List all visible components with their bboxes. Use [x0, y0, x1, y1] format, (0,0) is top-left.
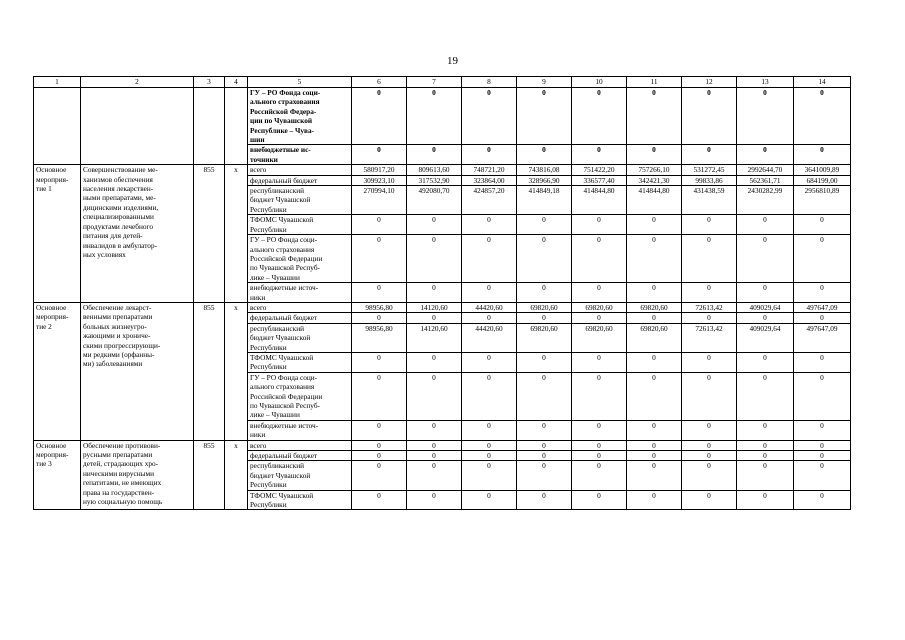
text-line: ального страхования	[250, 97, 320, 107]
continuation-row	[34, 88, 851, 145]
value-cell: 98956,80	[352, 302, 407, 312]
value-cell: 0	[407, 440, 462, 450]
table-body	[34, 77, 851, 510]
value-cell: 0	[517, 215, 572, 235]
measure-name	[34, 165, 81, 303]
column-number: 7	[407, 77, 462, 88]
value-cell: 0	[517, 352, 572, 372]
column-number: 11	[627, 77, 682, 88]
value-cell: 414844,80	[572, 186, 627, 215]
text-line: лике – Чувашии	[250, 410, 300, 420]
value-cell: 809613,60	[407, 165, 462, 175]
funding-source	[248, 302, 352, 312]
value-cell: 0	[627, 372, 682, 420]
funding-source	[248, 461, 352, 490]
table-row	[34, 440, 851, 450]
empty-cell	[194, 88, 225, 165]
value-cell: 0	[737, 420, 794, 440]
text-line: внебюджетные источ-	[250, 420, 319, 430]
value-cell: 0	[572, 490, 627, 510]
value-cell: 0	[407, 313, 462, 323]
text-line: тие 3	[36, 459, 52, 469]
text-line: ники	[250, 430, 266, 440]
section-code: x	[225, 302, 248, 440]
text-line: ную социальную помощь	[83, 497, 163, 507]
value-cell: 0	[737, 372, 794, 420]
value-cell: 0	[572, 372, 627, 420]
section-code: x	[225, 440, 248, 510]
text-line: Республики	[250, 362, 287, 372]
value-cell: 0	[627, 490, 682, 510]
value-cell: 0	[352, 490, 407, 510]
value-cell: 0	[627, 440, 682, 450]
value-cell: 0	[352, 461, 407, 490]
value-cell: 757266,10	[627, 165, 682, 175]
value-cell: 270994,10	[352, 186, 407, 215]
value-cell: 0	[572, 420, 627, 440]
text-line: республиканский	[250, 186, 305, 196]
value-cell: 0	[572, 352, 627, 372]
text-line: ции по Чувашской	[250, 116, 313, 126]
column-number: 14	[794, 77, 851, 88]
value-cell: 0	[407, 490, 462, 510]
value-cell: 0	[462, 420, 517, 440]
value-cell: 3641009,89	[794, 165, 851, 175]
text-line: по Чувашской Респуб-	[250, 401, 320, 410]
text-line: бюджет Чувашской	[250, 195, 311, 205]
value-cell: 0	[572, 461, 627, 490]
value-cell: 98956,80	[352, 323, 407, 352]
text-line: русными препаратами	[83, 450, 153, 460]
text-line: Республики	[250, 224, 287, 234]
funding-source	[248, 186, 352, 215]
text-line: населения лекарствен-	[83, 184, 154, 194]
funding-source	[248, 175, 352, 185]
measure-description	[81, 302, 194, 440]
value-cell: 0	[462, 440, 517, 450]
value-cell: 0	[462, 283, 517, 303]
value-cell: 414849,18	[517, 186, 572, 215]
text-line: Республике – Чува-	[250, 125, 315, 135]
value-cell: 414844,80	[627, 186, 682, 215]
value-cell: 0	[572, 88, 627, 145]
value-cell: 0	[352, 283, 407, 303]
text-line: мероприя-	[36, 450, 69, 460]
value-cell: 69820,60	[572, 323, 627, 352]
value-cell: 0	[462, 88, 517, 145]
value-cell: 0	[517, 440, 572, 450]
header-row	[34, 77, 851, 88]
value-cell: 0	[794, 461, 851, 490]
text-line: ГУ – РО Фонда соци-	[250, 372, 318, 382]
value-cell: 0	[462, 451, 517, 461]
text-line: ными препаратами, ме-	[83, 193, 156, 203]
text-line: ГУ – РО Фонда соци-	[250, 88, 321, 97]
value-cell: 0	[517, 451, 572, 461]
column-number: 13	[737, 77, 794, 88]
text-line: ального страхования	[250, 244, 315, 254]
value-cell: 0	[572, 440, 627, 450]
text-line: федеральный бюджет	[250, 451, 318, 461]
value-cell: 0	[352, 451, 407, 461]
value-cell: 0	[737, 215, 794, 235]
text-line: тие 2	[36, 321, 52, 331]
funding-source	[248, 165, 352, 175]
value-cell: 0	[572, 451, 627, 461]
value-cell: 99833,86	[682, 175, 737, 185]
value-cell: 0	[462, 235, 517, 283]
value-cell: 0	[682, 420, 737, 440]
text-line: специализированными	[83, 212, 154, 222]
value-cell: 0	[352, 235, 407, 283]
value-cell: 14120,60	[407, 302, 462, 312]
text-line: ми редкими (орфанны-	[83, 349, 155, 359]
value-cell: 0	[794, 420, 851, 440]
value-cell: 0	[682, 352, 737, 372]
budget-table	[33, 76, 851, 510]
text-line: питания для детей-	[83, 231, 143, 241]
text-line: бюджет Чувашской	[250, 470, 311, 480]
value-cell: 497647,09	[794, 302, 851, 312]
value-cell: 0	[407, 451, 462, 461]
value-cell: 0	[794, 372, 851, 420]
text-line: ального страхования	[250, 382, 315, 392]
value-cell: 0	[462, 372, 517, 420]
text-line: всего	[250, 165, 267, 175]
value-cell: 0	[517, 372, 572, 420]
ministry-code: 855	[194, 302, 225, 440]
funding-source	[248, 215, 352, 235]
text-line: по Чувашской Респуб-	[250, 263, 320, 273]
value-cell: 748721,20	[462, 165, 517, 175]
value-cell: 424857,20	[462, 186, 517, 215]
text-line: ми) заболеваниями	[83, 359, 143, 369]
column-number: 1	[34, 77, 81, 88]
value-cell: 72613,42	[682, 302, 737, 312]
value-cell: 0	[682, 451, 737, 461]
empty-cell	[34, 88, 81, 165]
value-cell: 14120,60	[407, 323, 462, 352]
column-number: 8	[462, 77, 517, 88]
value-cell: 0	[627, 313, 682, 323]
value-cell: 0	[407, 145, 462, 165]
text-line: Совершенствование ме-	[83, 165, 158, 175]
text-line: больных жизнеугро-	[83, 321, 147, 331]
value-cell: 44420,60	[462, 323, 517, 352]
table-row	[34, 165, 851, 175]
value-cell: 0	[517, 461, 572, 490]
value-cell: 743816,08	[517, 165, 572, 175]
value-cell: 0	[794, 352, 851, 372]
value-cell: 69820,60	[517, 323, 572, 352]
value-cell: 0	[627, 215, 682, 235]
value-cell: 0	[627, 451, 682, 461]
text-line: ТФОМС Чувашской	[250, 352, 314, 362]
value-cell: 336577,40	[572, 175, 627, 185]
value-cell: 328966,90	[517, 175, 572, 185]
funding-source	[248, 145, 352, 165]
funding-source	[248, 451, 352, 461]
value-cell: 0	[407, 420, 462, 440]
value-cell: 0	[407, 215, 462, 235]
text-line: республиканский	[250, 461, 305, 471]
text-line: Республики	[250, 204, 287, 214]
text-line: ГУ – РО Фонда соци-	[250, 235, 318, 245]
value-cell: 497647,09	[794, 323, 851, 352]
value-cell: 0	[682, 490, 737, 510]
text-line: продуктами лечебного	[83, 221, 153, 231]
funding-source	[248, 88, 352, 145]
text-line: федеральный бюджет	[250, 313, 318, 323]
value-cell: 0	[794, 283, 851, 303]
value-cell: 0	[737, 313, 794, 323]
value-cell: 0	[407, 283, 462, 303]
value-cell: 0	[794, 451, 851, 461]
text-line: венными препаратами	[83, 312, 153, 322]
text-line: всего	[250, 302, 267, 312]
value-cell: 0	[627, 461, 682, 490]
text-line: внебюджетные источ-	[250, 283, 319, 293]
value-cell: 0	[737, 283, 794, 303]
text-line: лике – Чувашии	[250, 272, 300, 282]
funding-source	[248, 420, 352, 440]
value-cell: 309923,10	[352, 175, 407, 185]
value-cell: 69820,60	[572, 302, 627, 312]
value-cell: 0	[517, 420, 572, 440]
value-cell: 0	[682, 215, 737, 235]
value-cell: 0	[352, 88, 407, 145]
value-cell: 0	[407, 372, 462, 420]
value-cell: 0	[682, 440, 737, 450]
value-cell: 431438,59	[682, 186, 737, 215]
value-cell: 0	[627, 145, 682, 165]
value-cell: 342421,30	[627, 175, 682, 185]
value-cell: 0	[794, 145, 851, 165]
text-line: права на государствен-	[83, 487, 155, 497]
value-cell: 72613,42	[682, 323, 737, 352]
text-line: скими прогрессирующи-	[83, 340, 161, 350]
text-line: тие 1	[36, 184, 52, 194]
value-cell: 0	[462, 461, 517, 490]
value-cell: 0	[682, 283, 737, 303]
value-cell: 0	[462, 145, 517, 165]
text-line: республиканский	[250, 323, 305, 333]
text-line: Республики	[250, 342, 287, 352]
value-cell: 751422,20	[572, 165, 627, 175]
value-cell: 69820,60	[517, 302, 572, 312]
value-cell: 317532,90	[407, 175, 462, 185]
value-cell: 69820,60	[627, 302, 682, 312]
value-cell: 0	[352, 215, 407, 235]
value-cell: 0	[352, 440, 407, 450]
column-number: 2	[81, 77, 194, 88]
empty-cell	[81, 88, 194, 165]
value-cell: 0	[794, 490, 851, 510]
value-cell: 531272,45	[682, 165, 737, 175]
value-cell: 0	[352, 372, 407, 420]
measure-name	[34, 302, 81, 440]
text-line: ханизмов обеспечения	[83, 174, 153, 184]
value-cell: 0	[737, 88, 794, 145]
measure-description	[81, 440, 194, 510]
value-cell: 409029,64	[737, 302, 794, 312]
text-line: ТФОМС Чувашской	[250, 215, 314, 225]
funding-source	[248, 372, 352, 420]
value-cell: 0	[682, 461, 737, 490]
text-line: дицинскими изделиями,	[83, 202, 159, 212]
value-cell: 0	[352, 420, 407, 440]
value-cell: 2956810,89	[794, 186, 851, 215]
text-line: Республики	[250, 480, 287, 490]
column-number: 6	[352, 77, 407, 88]
value-cell: 0	[794, 440, 851, 450]
funding-source	[248, 490, 352, 510]
value-cell: 0	[682, 145, 737, 165]
value-cell: 0	[627, 420, 682, 440]
text-line: внебюджетные ис-	[250, 145, 311, 155]
value-cell: 0	[517, 145, 572, 165]
funding-source	[248, 440, 352, 450]
value-cell: 0	[352, 313, 407, 323]
value-cell: 0	[737, 440, 794, 450]
text-line: Основное	[36, 302, 67, 312]
text-line: Основное	[36, 440, 67, 450]
funding-source	[248, 283, 352, 303]
text-line: шии	[250, 135, 265, 145]
column-number: 9	[517, 77, 572, 88]
value-cell: 0	[682, 372, 737, 420]
value-cell: 0	[682, 313, 737, 323]
value-cell: 0	[627, 352, 682, 372]
value-cell: 44420,60	[462, 302, 517, 312]
value-cell: 0	[682, 235, 737, 283]
text-line: Российской Федерации	[250, 253, 323, 263]
value-cell: 0	[737, 490, 794, 510]
text-line: жающими и хрониче-	[83, 331, 151, 341]
value-cell: 0	[407, 352, 462, 372]
text-line: Основное	[36, 165, 67, 175]
value-cell: 0	[462, 313, 517, 323]
value-cell: 323864,00	[462, 175, 517, 185]
page-number: 19	[447, 55, 458, 67]
text-line: Обеспечение лекарст-	[83, 302, 152, 312]
value-cell: 0	[627, 283, 682, 303]
text-line: мероприя-	[36, 174, 69, 184]
value-cell: 0	[517, 313, 572, 323]
value-cell: 0	[572, 215, 627, 235]
value-cell: 0	[794, 313, 851, 323]
section-code: x	[225, 165, 248, 303]
text-line: инвалидов в амбулатор-	[83, 240, 158, 250]
column-number: 10	[572, 77, 627, 88]
value-cell: 0	[407, 235, 462, 283]
value-cell: 0	[572, 283, 627, 303]
funding-source	[248, 323, 352, 352]
value-cell: 0	[627, 88, 682, 145]
text-line: Российской Федера-	[250, 106, 317, 116]
value-cell: 0	[462, 215, 517, 235]
value-cell: 0	[352, 145, 407, 165]
ministry-code: 855	[194, 165, 225, 303]
text-line: Обеспечение противови-	[83, 440, 161, 450]
text-line: бюджет Чувашской	[250, 333, 311, 343]
value-cell: 0	[737, 451, 794, 461]
value-cell: 0	[407, 461, 462, 490]
empty-cell	[225, 88, 248, 165]
text-line: ническими вирусными	[83, 468, 155, 478]
text-line: ники	[250, 292, 266, 302]
text-line: точники	[250, 154, 278, 164]
value-cell: 69820,60	[627, 323, 682, 352]
text-line: мероприя-	[36, 312, 69, 322]
value-cell: 409029,64	[737, 323, 794, 352]
text-line: всего	[250, 440, 267, 450]
value-cell: 0	[572, 235, 627, 283]
value-cell: 2992644,70	[737, 165, 794, 175]
column-number: 4	[225, 77, 248, 88]
funding-source	[248, 235, 352, 283]
text-line: ТФОМС Чувашской	[250, 490, 314, 500]
text-line: Российской Федерации	[250, 391, 323, 401]
value-cell: 2430282,99	[737, 186, 794, 215]
value-cell: 0	[407, 88, 462, 145]
value-cell: 0	[627, 235, 682, 283]
value-cell: 0	[682, 88, 737, 145]
column-number: 5	[248, 77, 352, 88]
value-cell: 0	[572, 313, 627, 323]
value-cell: 0	[517, 490, 572, 510]
value-cell: 0	[737, 235, 794, 283]
funding-source	[248, 313, 352, 323]
value-cell: 0	[794, 215, 851, 235]
text-line: федеральный бюджет	[250, 175, 318, 185]
value-cell: 0	[737, 461, 794, 490]
text-line: гепатитами, не имеющих	[83, 478, 162, 488]
ministry-code: 855	[194, 440, 225, 510]
value-cell: 0	[737, 145, 794, 165]
value-cell: 0	[794, 88, 851, 145]
column-number: 12	[682, 77, 737, 88]
value-cell: 0	[572, 145, 627, 165]
value-cell: 0	[517, 235, 572, 283]
value-cell: 0	[517, 88, 572, 145]
value-cell: 562361,71	[737, 175, 794, 185]
value-cell: 0	[352, 352, 407, 372]
text-line: ных условиях	[83, 249, 126, 259]
measure-description	[81, 165, 194, 303]
value-cell: 0	[462, 490, 517, 510]
value-cell: 684199,00	[794, 175, 851, 185]
value-cell: 580917,20	[352, 165, 407, 175]
value-cell: 492080,70	[407, 186, 462, 215]
value-cell: 0	[517, 283, 572, 303]
value-cell: 0	[737, 352, 794, 372]
text-line: Республики	[250, 500, 287, 510]
value-cell: 0	[794, 235, 851, 283]
column-number: 3	[194, 77, 225, 88]
text-line: детей, страдающих хро-	[83, 459, 159, 469]
measure-name	[34, 440, 81, 510]
funding-source	[248, 352, 352, 372]
table-row	[34, 302, 851, 312]
value-cell: 0	[462, 352, 517, 372]
